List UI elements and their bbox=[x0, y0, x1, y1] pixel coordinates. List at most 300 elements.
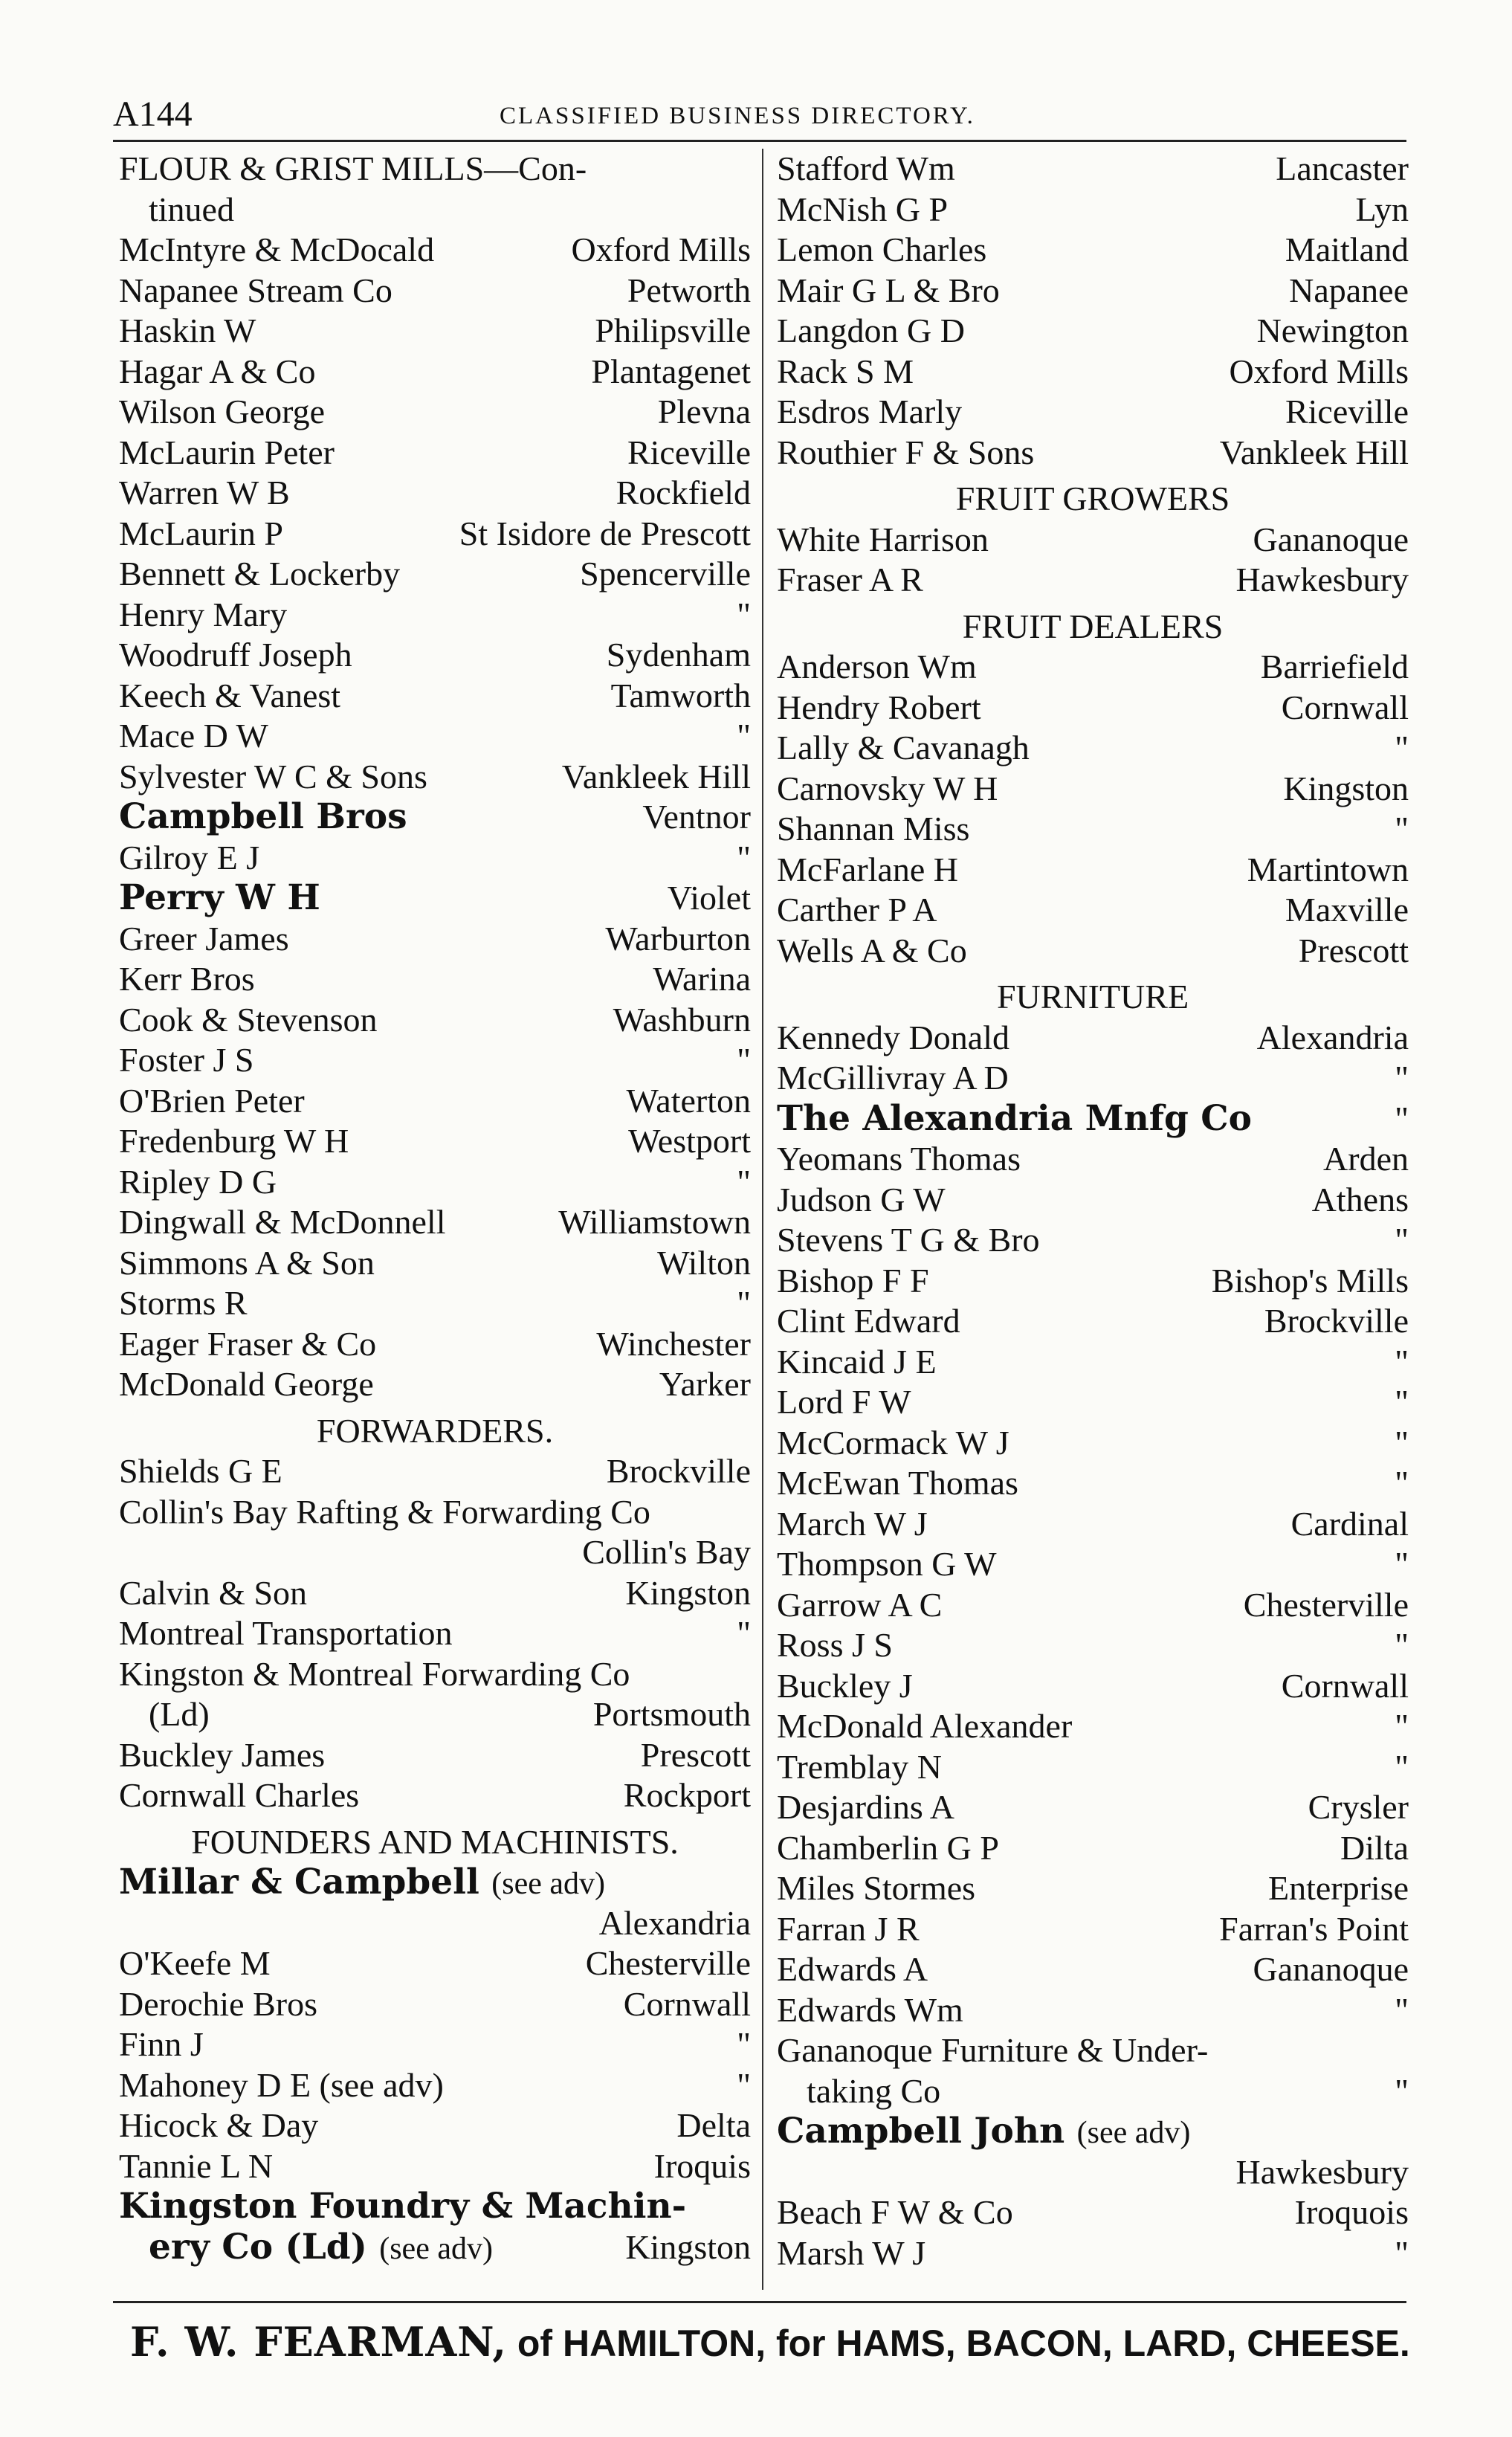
location: Violet bbox=[667, 879, 751, 917]
location: Rockfield bbox=[616, 474, 751, 511]
name-text: Stevens T G & Bro bbox=[777, 1221, 1040, 1259]
business-name bbox=[777, 1949, 928, 1990]
name-text: McEwan Thomas bbox=[777, 1464, 1018, 1502]
location: Warina bbox=[653, 960, 751, 998]
directory-entry bbox=[777, 688, 1409, 729]
business-name bbox=[777, 1868, 975, 1909]
business-name bbox=[119, 1613, 452, 1654]
heading-text bbox=[119, 1411, 751, 1452]
location: " bbox=[1395, 1545, 1409, 1583]
name-text: Kincaid J E bbox=[777, 1342, 937, 1381]
directory-entry bbox=[777, 728, 1409, 769]
directory-entry bbox=[777, 149, 1409, 190]
business-name bbox=[119, 716, 268, 757]
directory-entry bbox=[777, 931, 1409, 972]
business-name bbox=[777, 728, 1030, 769]
location: Cornwall bbox=[623, 1984, 751, 2023]
name-text: Mair G L & Bro bbox=[777, 271, 1000, 309]
directory-entry bbox=[777, 2152, 1409, 2193]
business-name bbox=[777, 1625, 893, 1666]
directory-entry bbox=[777, 1868, 1409, 1909]
name-text: Shields G E bbox=[119, 1452, 282, 1490]
heading-text bbox=[777, 607, 1409, 648]
location: " bbox=[737, 1162, 751, 1201]
name-text: Napanee Stream Co bbox=[119, 271, 392, 309]
business-name bbox=[119, 2146, 273, 2187]
name-text: Kerr Bros bbox=[119, 960, 255, 998]
directory-entry bbox=[777, 230, 1409, 271]
location: Cardinal bbox=[1290, 1504, 1409, 1543]
name-text: Langdon G D bbox=[777, 312, 965, 349]
directory-entry bbox=[119, 554, 751, 595]
directory-entry bbox=[777, 1261, 1409, 1302]
location: Lancaster bbox=[1276, 149, 1409, 187]
directory-entry bbox=[119, 2065, 751, 2106]
business-name bbox=[119, 757, 427, 798]
directory-entry bbox=[777, 2111, 1409, 2152]
name-text: Rack S M bbox=[777, 352, 914, 390]
directory-entry bbox=[119, 1694, 751, 1735]
directory-entry bbox=[777, 392, 1409, 433]
location: " bbox=[737, 1284, 751, 1322]
business-name bbox=[777, 1301, 960, 1342]
location: " bbox=[737, 595, 751, 633]
name-text: Mahoney D E (see adv) bbox=[119, 2065, 444, 2104]
name-text: Lemon Charles bbox=[777, 230, 987, 268]
location: Oxford Mills bbox=[571, 230, 751, 268]
name-text: Campbell Bros bbox=[119, 796, 407, 837]
business-name bbox=[119, 514, 283, 555]
business-name bbox=[777, 520, 989, 561]
heading-text bbox=[777, 479, 1409, 520]
business-name bbox=[119, 1984, 317, 2025]
business-name bbox=[777, 1747, 942, 1788]
location: Alexandria bbox=[598, 1903, 751, 1942]
name-text: Eager Fraser & Co bbox=[119, 1324, 377, 1363]
name-text: Keech & Vanest bbox=[119, 676, 341, 714]
business-name bbox=[119, 1451, 282, 1492]
name-text: Hagar A & Co bbox=[119, 352, 316, 390]
location: " bbox=[1395, 1423, 1409, 1462]
location: " bbox=[737, 2025, 751, 2063]
directory-entry bbox=[777, 1139, 1409, 1180]
business-name bbox=[777, 769, 998, 810]
business-name bbox=[119, 635, 352, 676]
location: " bbox=[1395, 729, 1409, 766]
name-text: McLaurin Peter bbox=[119, 433, 335, 471]
business-name bbox=[119, 1324, 376, 1365]
directory-entry bbox=[777, 647, 1409, 688]
location: Brockville bbox=[1264, 1302, 1409, 1340]
business-name bbox=[149, 190, 234, 230]
directory-entry bbox=[777, 1180, 1409, 1221]
directory-entry bbox=[777, 1990, 1409, 2031]
business-name bbox=[777, 560, 923, 601]
location: Dilta bbox=[1340, 1828, 1409, 1867]
business-name bbox=[777, 2030, 1409, 2071]
name-text: McCormack W J bbox=[777, 1423, 1009, 1462]
section-heading bbox=[119, 149, 751, 190]
directory-entry bbox=[119, 2024, 751, 2065]
directory-entry bbox=[119, 1121, 751, 1162]
name-text: O'Brien Peter bbox=[119, 1081, 305, 1120]
business-name bbox=[777, 1342, 937, 1383]
name-text: Judson G W bbox=[777, 1180, 946, 1218]
name-text: Desjardins A bbox=[777, 1788, 954, 1826]
name-text: Shannan Miss bbox=[777, 810, 970, 848]
directory-entry bbox=[119, 919, 751, 960]
directory-entry bbox=[119, 1324, 751, 1365]
see-adv-note: (see adv) bbox=[1076, 2116, 1191, 2150]
name-text: Esdros Marly bbox=[777, 393, 963, 430]
business-name bbox=[777, 433, 1034, 474]
location: Collin's Bay bbox=[582, 1533, 751, 1571]
header-rule bbox=[113, 140, 1406, 142]
directory-entry bbox=[777, 1949, 1409, 1990]
business-name bbox=[777, 1261, 929, 1302]
business-name bbox=[119, 1121, 349, 1162]
name-text: White Harrison bbox=[777, 520, 989, 558]
name-text: Stafford Wm bbox=[777, 149, 955, 187]
location: Riceville bbox=[1285, 393, 1409, 430]
section-heading bbox=[777, 479, 1409, 520]
business-name bbox=[777, 271, 1000, 312]
directory-entry bbox=[777, 2071, 1409, 2112]
location: " bbox=[1395, 1099, 1409, 1137]
name-text: Cornwall Charles bbox=[119, 1776, 360, 1814]
advertiser-name: F. W. FEARMAN, bbox=[130, 2318, 507, 2366]
business-name bbox=[149, 2227, 493, 2270]
directory-entry bbox=[777, 1706, 1409, 1747]
name-text: Edwards Wm bbox=[777, 1990, 963, 2029]
business-name bbox=[777, 1139, 1021, 1180]
section-heading bbox=[777, 977, 1409, 1018]
location: " bbox=[1395, 1990, 1409, 2029]
location: Rockport bbox=[623, 1776, 751, 1814]
name-text: Lord F W bbox=[777, 1383, 911, 1421]
name-text: McLaurin P bbox=[119, 514, 284, 552]
directory-entry bbox=[119, 959, 751, 1000]
name-text: Perry W H bbox=[119, 877, 320, 918]
directory-entry bbox=[777, 1666, 1409, 1707]
name-text: Dingwall & McDonnell bbox=[119, 1203, 446, 1241]
business-name bbox=[777, 809, 969, 850]
business-name bbox=[777, 1058, 1009, 1099]
name-text: Hendry Robert bbox=[777, 688, 981, 726]
directory-entry bbox=[119, 716, 751, 757]
name-text: Gananoque Furniture & Under- bbox=[777, 2031, 1209, 2069]
location: Yarker bbox=[659, 1365, 751, 1403]
name-text: Greer James bbox=[119, 919, 289, 958]
business-name bbox=[119, 1735, 325, 1776]
business-name bbox=[777, 931, 967, 972]
name-text: Yeomans Thomas bbox=[777, 1140, 1021, 1178]
location: Barriefield bbox=[1260, 648, 1409, 685]
location: " bbox=[1395, 1707, 1409, 1745]
name-text: Campbell John bbox=[777, 2111, 1065, 2152]
location: Maitland bbox=[1285, 230, 1409, 268]
location: Washburn bbox=[613, 1000, 751, 1039]
directory-entry bbox=[777, 1220, 1409, 1261]
directory-entry bbox=[119, 2105, 751, 2146]
location: Kingston bbox=[625, 1573, 751, 1612]
directory-entry bbox=[119, 1903, 751, 1944]
name-text: Gilroy E J bbox=[119, 838, 260, 877]
name-text: Henry Mary bbox=[119, 595, 288, 633]
business-name bbox=[119, 919, 289, 960]
business-name bbox=[777, 1099, 1252, 1140]
name-text: Tremblay N bbox=[777, 1747, 942, 1786]
location: Martintown bbox=[1247, 850, 1409, 888]
business-name bbox=[149, 1694, 210, 1735]
business-name bbox=[119, 392, 325, 433]
name-text: Garrow A C bbox=[777, 1585, 943, 1624]
directory-entry bbox=[777, 520, 1409, 561]
name-text: Fredenburg W H bbox=[119, 1122, 349, 1160]
business-name bbox=[119, 676, 340, 717]
directory-entry bbox=[119, 1532, 751, 1573]
name-text: March W J bbox=[777, 1504, 928, 1543]
location: Hawkesbury bbox=[1235, 2152, 1409, 2191]
advertisement-text: of HAMILTON, for HAMS, BACON, LARD, CHEESE. bbox=[507, 2323, 1410, 2364]
business-name bbox=[777, 190, 948, 230]
location: Warburton bbox=[605, 919, 751, 958]
business-name bbox=[777, 311, 965, 352]
directory-entry bbox=[119, 676, 751, 717]
directory-entry bbox=[777, 560, 1409, 601]
directory-entry bbox=[119, 2186, 751, 2227]
location: Philipsville bbox=[595, 312, 751, 349]
directory-entry bbox=[119, 1654, 751, 1695]
directory-entry bbox=[119, 271, 751, 312]
location: Alexandria bbox=[1256, 1018, 1409, 1056]
business-name bbox=[777, 1382, 911, 1423]
name-text: McGillivray A D bbox=[777, 1059, 1009, 1097]
name-text: Beach F W & Co bbox=[777, 2193, 1013, 2231]
heading-text bbox=[119, 149, 587, 190]
location: Vankleek Hill bbox=[561, 757, 751, 795]
name-text: FORWARDERS. bbox=[316, 1411, 554, 1450]
name-text: Kennedy Donald bbox=[777, 1018, 1009, 1056]
location: Cornwall bbox=[1281, 1666, 1409, 1705]
location: " bbox=[1395, 1221, 1409, 1259]
location: " bbox=[737, 838, 751, 877]
name-text: Wilson George bbox=[119, 393, 326, 430]
directory-entry bbox=[777, 1828, 1409, 1869]
name-text: Collin's Bay Rafting & Forwarding Co bbox=[119, 1492, 650, 1531]
page-title: CLASSIFIED BUSINESS DIRECTORY. bbox=[500, 103, 975, 129]
heading-text bbox=[777, 977, 1409, 1018]
name-text: FRUIT GROWERS bbox=[955, 480, 1230, 517]
business-name bbox=[777, 1220, 1040, 1261]
directory-entry bbox=[119, 1613, 751, 1654]
directory-entry bbox=[777, 1099, 1409, 1140]
directory-entry bbox=[777, 769, 1409, 810]
directory-entry bbox=[119, 1862, 751, 1903]
name-text: O'Keefe M bbox=[119, 1944, 271, 1982]
location: Prescott bbox=[1298, 931, 1409, 969]
directory-entry bbox=[119, 2146, 751, 2187]
directory-entry bbox=[119, 392, 751, 433]
directory-entry bbox=[777, 1382, 1409, 1423]
name-text: Clint Edward bbox=[777, 1302, 960, 1340]
directory-entry bbox=[777, 1301, 1409, 1342]
location: Wilton bbox=[657, 1243, 751, 1282]
business-name bbox=[777, 647, 977, 688]
business-name bbox=[119, 1202, 446, 1243]
directory-entry bbox=[119, 1573, 751, 1614]
directory-entry bbox=[777, 1625, 1409, 1666]
business-name bbox=[777, 2233, 925, 2274]
location: Spencerville bbox=[580, 555, 751, 593]
name-text: Millar & Campbell bbox=[119, 1862, 479, 1902]
directory-entry bbox=[119, 595, 751, 636]
location: " bbox=[1395, 1059, 1409, 1097]
location: Oxford Mills bbox=[1229, 352, 1409, 390]
directory-entry bbox=[777, 271, 1409, 312]
location: Arden bbox=[1323, 1140, 1409, 1178]
location: Vankleek Hill bbox=[1219, 433, 1409, 471]
location: Chesterville bbox=[1243, 1585, 1409, 1624]
business-name bbox=[777, 392, 962, 433]
section-heading bbox=[119, 1822, 751, 1863]
page-header bbox=[113, 94, 1406, 138]
name-text: taking Co bbox=[807, 2071, 941, 2110]
business-name bbox=[777, 1909, 920, 1950]
business-name bbox=[119, 1775, 359, 1816]
directory-entry bbox=[119, 473, 751, 514]
directory-entry bbox=[119, 1364, 751, 1405]
location: " bbox=[1395, 1383, 1409, 1421]
location: Portsmouth bbox=[592, 1695, 751, 1733]
business-name bbox=[119, 1943, 271, 1984]
location: " bbox=[1395, 1626, 1409, 1664]
directory-entry bbox=[777, 1787, 1409, 1828]
page-number: A144 bbox=[113, 94, 193, 134]
business-name bbox=[777, 1706, 1072, 1747]
business-name bbox=[119, 838, 259, 879]
name-text: Bennett & Lockerby bbox=[119, 555, 401, 593]
business-name bbox=[777, 1828, 999, 1869]
name-text: Ripley D G bbox=[119, 1162, 277, 1201]
business-name bbox=[777, 890, 937, 931]
location: St Isidore de Prescott bbox=[459, 514, 751, 552]
name-text: Farran J R bbox=[777, 1909, 920, 1948]
location: Cornwall bbox=[1281, 688, 1409, 726]
business-name bbox=[807, 2071, 940, 2112]
location: " bbox=[737, 2065, 751, 2104]
directory-entry bbox=[119, 311, 751, 352]
name-text: Wells A & Co bbox=[777, 931, 967, 969]
business-name bbox=[119, 1862, 605, 1905]
directory-entry bbox=[119, 1202, 751, 1243]
directory-entry bbox=[119, 1283, 751, 1324]
business-name bbox=[777, 1544, 997, 1585]
business-name bbox=[119, 1573, 307, 1614]
left-column bbox=[119, 149, 751, 2267]
business-name bbox=[119, 311, 256, 352]
location: " bbox=[1395, 1747, 1409, 1786]
business-name bbox=[777, 352, 914, 393]
location: Farran's Point bbox=[1219, 1909, 1409, 1948]
directory-entry bbox=[119, 838, 751, 879]
business-name bbox=[119, 554, 400, 595]
name-text: Edwards A bbox=[777, 1950, 928, 1988]
directory-entry bbox=[119, 635, 751, 676]
name-text: Storms R bbox=[119, 1284, 248, 1322]
business-name bbox=[777, 2111, 1190, 2154]
name-text: Mace D W bbox=[119, 717, 268, 755]
name-text: Calvin & Son bbox=[119, 1573, 308, 1612]
directory-entry bbox=[777, 1909, 1409, 1950]
business-name bbox=[119, 1283, 248, 1324]
see-adv-note: (see adv) bbox=[379, 2231, 493, 2266]
business-name bbox=[119, 473, 290, 514]
location: " bbox=[1395, 1342, 1409, 1381]
business-name bbox=[777, 688, 981, 729]
location: Gananoque bbox=[1253, 1950, 1409, 1988]
location: Iroquis bbox=[653, 2146, 751, 2185]
location: Sydenham bbox=[606, 636, 751, 674]
name-text: McDonald George bbox=[119, 1365, 374, 1403]
name-text: Anderson Wm bbox=[777, 648, 977, 685]
name-text: FLOUR & GRIST MILLS—Con- bbox=[119, 149, 587, 187]
directory-entry bbox=[777, 1747, 1409, 1788]
directory-entry bbox=[119, 1000, 751, 1041]
location: Ventnor bbox=[642, 798, 751, 836]
name-text: Buckley James bbox=[119, 1735, 326, 1774]
directory-entry bbox=[777, 2192, 1409, 2233]
directory-entry bbox=[119, 1081, 751, 1122]
business-name bbox=[119, 1492, 751, 1533]
name-text: Carnovsky W H bbox=[777, 769, 998, 807]
directory-entry bbox=[119, 2227, 751, 2268]
business-name bbox=[777, 1585, 942, 1626]
directory-entry bbox=[777, 1058, 1409, 1099]
name-text: FRUIT DEALERS bbox=[962, 607, 1224, 645]
name-text: Sylvester W C & Sons bbox=[119, 757, 427, 795]
business-name bbox=[119, 1081, 305, 1122]
section-heading bbox=[777, 607, 1409, 648]
location: Kingston bbox=[625, 2227, 751, 2266]
directory-entry bbox=[777, 1544, 1409, 1585]
directory-entry bbox=[119, 352, 751, 393]
directory-entry bbox=[777, 190, 1409, 230]
directory-entry bbox=[777, 809, 1409, 850]
business-name bbox=[119, 1364, 374, 1405]
name-text: Lally & Cavanagh bbox=[777, 729, 1030, 766]
business-name bbox=[777, 1463, 1018, 1504]
location: " bbox=[737, 1614, 751, 1652]
business-name bbox=[777, 850, 958, 891]
directory-entry bbox=[777, 2233, 1409, 2274]
name-text: Haskin W bbox=[119, 312, 256, 349]
location: Brockville bbox=[606, 1452, 751, 1490]
directory-entry bbox=[119, 514, 751, 555]
name-text: Hicock & Day bbox=[119, 2106, 319, 2144]
location: Plevna bbox=[657, 393, 751, 430]
directory-entry bbox=[119, 1451, 751, 1492]
name-text: Bishop F F bbox=[777, 1261, 929, 1300]
directory-entry bbox=[119, 230, 751, 271]
directory-entry bbox=[119, 757, 751, 798]
business-name bbox=[119, 271, 392, 312]
name-text: FURNITURE bbox=[996, 978, 1189, 1016]
business-name bbox=[777, 149, 955, 190]
location: Tamworth bbox=[610, 676, 751, 714]
name-text: Marsh W J bbox=[777, 2233, 926, 2272]
footer-rule bbox=[113, 2301, 1406, 2303]
